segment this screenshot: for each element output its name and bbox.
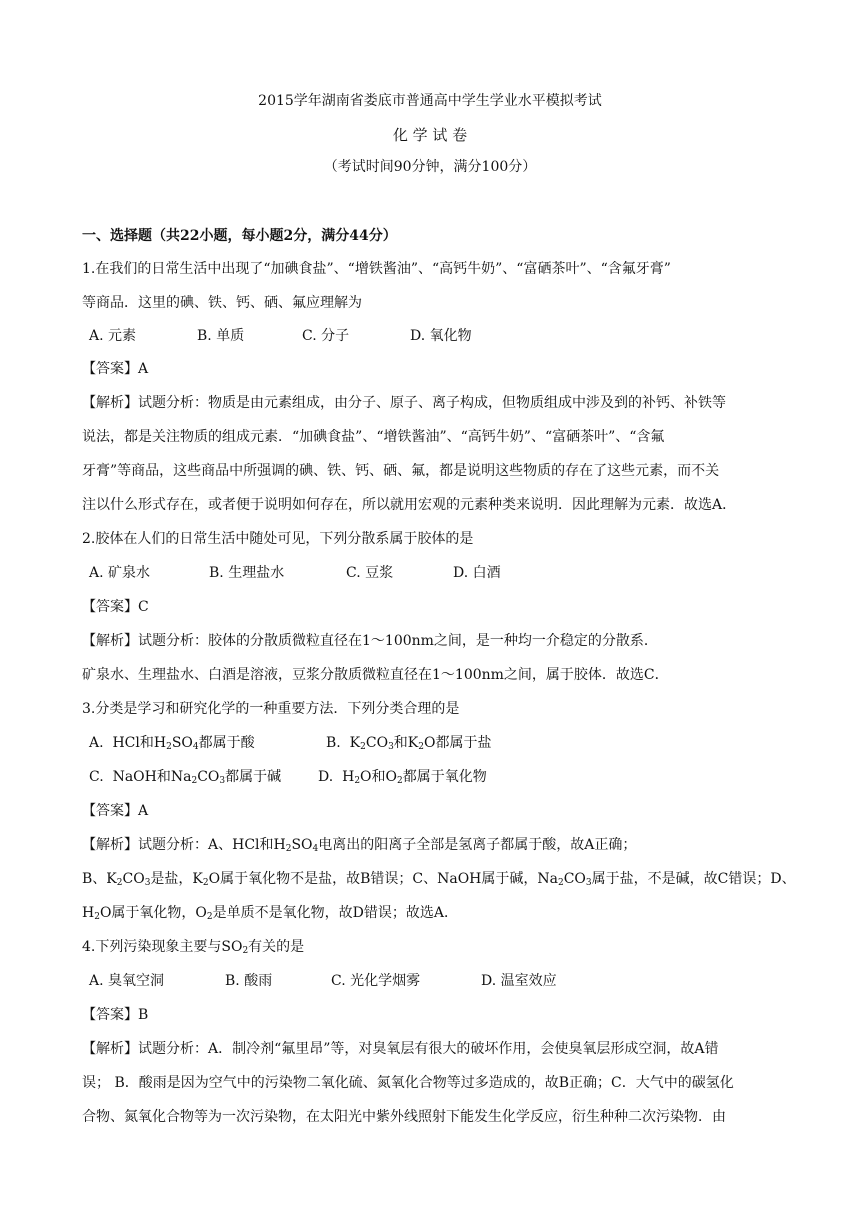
q3-analysis-text: CO — [563, 871, 586, 887]
q3-option-c-text: CO — [197, 769, 220, 785]
q3-option-b-label: B. — [326, 735, 341, 751]
q3-option-d — [318, 766, 487, 788]
q4-analysis-line2: 误； B．酸雨是因为空气中的污染物二氧化硫、氮氧化合物等过多造成的，故B正确；C．大气中的碳氢化 — [82, 1075, 734, 1091]
q2-answer-value: C — [138, 599, 149, 615]
subscript: 2 — [354, 776, 361, 786]
q3-option-b — [326, 732, 491, 754]
q2-answer — [82, 596, 782, 618]
q3-analysis-text: O属于氧化物，O — [99, 905, 207, 921]
q1-stem-line2: 等商品．这里的碘、铁、钙、硒、氟应理解为 — [82, 295, 362, 311]
q3-analysis-text: 试题分析：A、HCl和H — [138, 837, 286, 853]
q1-analysis-line2: 说法，都是关注物质的组成元素．“加碘食盐”、“增铁酱油”、“高钙牛奶”、“富硒茶叶”、“含氟 — [82, 429, 665, 445]
subscript: 2 — [418, 742, 424, 752]
q3-analysis-line3 — [82, 902, 782, 924]
q3-option-a-text: SO — [171, 735, 193, 751]
answer-tag: 【答案】 — [82, 1007, 138, 1023]
subscript: 4 — [312, 844, 319, 854]
subscript: 4 — [192, 742, 199, 752]
q1-option-b: B. 单质 — [197, 328, 245, 344]
q3-analysis-line1 — [82, 834, 782, 856]
q3-analysis-text: B、K — [82, 871, 117, 887]
q2-option-b: B. 生理盐水 — [209, 565, 285, 581]
subscript: 2 — [557, 878, 564, 888]
q3-analysis-text: 是盐，K — [150, 871, 203, 887]
q1-answer-value: A — [138, 361, 149, 377]
q3-option-a-label: A. — [89, 735, 104, 751]
q3-stem: 3.分类是学习和研究化学的一种重要方法．下列分类合理的是 — [82, 701, 460, 717]
analysis-tag: 【解析】 — [82, 633, 138, 649]
q3-analysis-text: H — [82, 905, 95, 921]
q4-stem-text: 有关的是 — [248, 939, 305, 955]
q4-option-c: C. 光化学烟雾 — [331, 973, 421, 989]
subscript: 2 — [397, 776, 403, 786]
q2-option-c: C. 豆浆 — [346, 565, 394, 581]
q3-option-b-text: O都属于盐 — [424, 735, 492, 751]
q1-analysis-line1 — [82, 392, 782, 414]
q4-analysis-line1 — [82, 1038, 782, 1060]
q4-answer-value: B — [138, 1007, 149, 1023]
answer-tag: 【答案】 — [82, 803, 138, 819]
q3-analysis-text: 电离出的阳离子全部是氢离子都属于酸，故A正确； — [318, 837, 637, 853]
q1-option-c: C. 分子 — [302, 328, 350, 344]
subscript: 2 — [116, 878, 123, 888]
q3-option-d-text: H — [342, 769, 355, 785]
q3-options-row1 — [89, 732, 789, 754]
q3-option-b-text: K — [349, 735, 361, 751]
subscript: 3 — [144, 878, 151, 888]
q1-analysis-text1: 试题分析：物质是由元素组成，由分子、原子、离子构成，但物质组成中涉及到的补钙、补铁等 — [138, 395, 726, 411]
subscript: 2 — [360, 742, 366, 752]
q3-option-d-text: 都属于氧化物 — [402, 769, 487, 785]
q4-stem-text: 4.下列污染现象主要与SO — [82, 939, 243, 955]
q3-option-c-text: NaOH和Na — [112, 769, 192, 785]
q3-analysis-text: CO — [122, 871, 145, 887]
q4-stem — [82, 936, 782, 958]
analysis-tag: 【解析】 — [82, 395, 138, 411]
q3-option-b-text: 和K — [393, 735, 419, 751]
subscript: 3 — [219, 776, 226, 786]
q1-analysis-line3: 牙膏”等商品，这些商品中所强调的碘、铁、钙、硒、氟，都是说明这些物质的存在了这些元素，而不关 — [82, 463, 720, 479]
q3-options-row2 — [89, 766, 789, 788]
subscript: 2 — [242, 946, 249, 956]
q4-option-d: D. 温室效应 — [481, 973, 557, 989]
q3-option-c — [89, 766, 318, 788]
q3-option-c-label: C. — [89, 769, 104, 785]
answer-tag: 【答案】 — [82, 599, 138, 615]
section-heading: 一、选择题（共22小题，每小题2分，满分44分） — [82, 228, 397, 244]
q1-option-d: D. 氧化物 — [410, 328, 472, 344]
q3-option-a-text: 都属于酸 — [198, 735, 255, 751]
exam-note: （考试时间90分钟，满分100分） — [323, 159, 537, 175]
q4-options — [89, 970, 789, 992]
q3-option-b-text: CO — [365, 735, 389, 751]
q4-option-b: B. 酸雨 — [225, 973, 273, 989]
exam-subtitle: 化 学 试 卷 — [392, 126, 468, 144]
q1-answer — [82, 358, 782, 380]
subscript: 2 — [206, 912, 213, 922]
answer-tag: 【答案】 — [82, 361, 138, 377]
q3-option-d-text: O和O — [360, 769, 398, 785]
q2-option-a: A. 矿泉水 — [89, 565, 151, 581]
q2-analysis-line2: 矿泉水、生理盐水、白酒是溶液，豆浆分散质微粒直径在1～100nm之间，属于胶体．故选C． — [82, 667, 669, 683]
q1-stem-line1: 1.在我们的日常生活中出现了“加碘食盐”、“增铁酱油”、“高钙牛奶”、“富硒茶叶”、“含氟牙膏” — [82, 261, 671, 277]
q3-option-a — [89, 732, 326, 754]
q3-analysis-text: SO — [291, 837, 313, 853]
q3-analysis-text: 属于盐，不是碱，故C错误；D、 — [591, 871, 796, 887]
subscript: 2 — [166, 742, 172, 752]
q4-analysis-line3: 合物、氮氧化合物等为一次污染物，在太阳光中紫外线照射下能发生化学反应，衍生种种二次污染物．由 — [82, 1109, 726, 1125]
q3-option-d-label: D. — [318, 769, 334, 785]
q4-analysis-text1: 试题分析：A．制冷剂“氟里昂”等，对臭氧层有很大的破坏作用，会使臭氧层形成空洞，故A错 — [138, 1041, 719, 1057]
analysis-tag: 【解析】 — [82, 837, 138, 853]
subscript: 2 — [191, 776, 198, 786]
q4-answer — [82, 1004, 782, 1026]
q2-options — [89, 562, 789, 584]
q3-analysis-line2 — [82, 868, 796, 890]
q4-option-a: A. 臭氧空洞 — [89, 973, 165, 989]
subscript: 3 — [388, 742, 394, 752]
subscript: 2 — [202, 878, 209, 888]
q3-option-c-text: 都属于碱 — [225, 769, 282, 785]
q3-answer — [82, 800, 782, 822]
q2-stem: 2.胶体在人们的日常生活中随处可见，下列分散系属于胶体的是 — [82, 531, 474, 547]
q3-option-a-text: HCl和H — [112, 735, 167, 751]
analysis-tag: 【解析】 — [82, 1041, 138, 1057]
subscript: 3 — [585, 878, 592, 888]
q3-analysis-text: 是单质不是氧化物，故D错误；故选A． — [212, 905, 458, 921]
q3-analysis-text: O属于氧化物不是盐，故B错误；C、NaOH属于碱，Na — [208, 871, 558, 887]
subscript: 2 — [94, 912, 100, 922]
q3-answer-value: A — [138, 803, 149, 819]
q1-options — [89, 325, 789, 347]
q2-analysis-line1 — [82, 630, 782, 652]
q2-option-d: D. 白酒 — [453, 565, 501, 581]
exam-title: 2015学年湖南省娄底市普通高中学生学业水平模拟考试 — [258, 93, 602, 109]
q1-analysis-line4: 注以什么形式存在，或者便于说明如何存在，所以就用宏观的元素种类来说明．因此理解为元素．故选A． — [82, 497, 737, 513]
subscript: 2 — [285, 844, 292, 854]
q1-option-a: A. 元素 — [89, 328, 137, 344]
q2-analysis-text1: 试题分析：胶体的分散质微粒直径在1～100nm之间，是一种均一介稳定的分散系． — [138, 633, 658, 649]
